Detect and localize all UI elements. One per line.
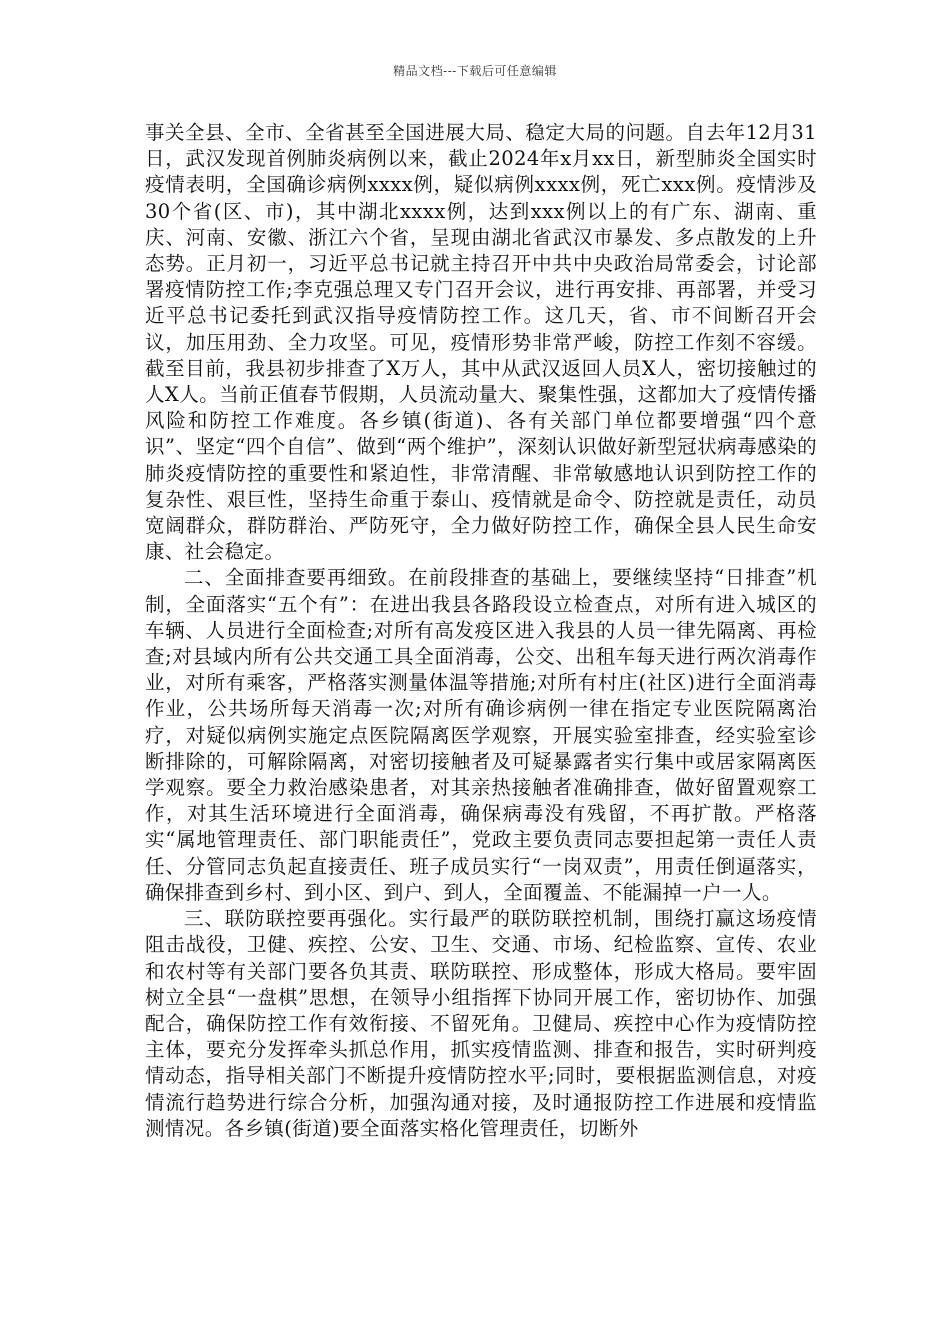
document-body <box>145 120 817 1142</box>
paragraph-section-two: 二、全面排查要再细致。在前段排查的基础上，要继续坚持“日排查”机制，全面落实“五个有”：在进出我县各路段设立检查点，对所有进入城区的车辆、人员进行全面检查;对所有高发疫区进入我县的人员一律先隔离、再检查;对县域内所有公共交通工具全面消毒，公交、出租车每天进行两次消毒作业，对所有乘客，严格落实测量体温等措施;对所有村庄(社区)进行全面消毒作业，公共场所每天消毒一次;对所有确诊病例一律在指定专业医院隔离治疗，对疑似病例实施定点医院隔离医学观察，开展实验室排查，经实验室诊断排除的，可解除隔离，对密切接触者及可疑暴露者实行集中或居家隔离医学观察。要全力救治感染患者，对其亲热接触者准确排查，做好留置观察工作，对其生活环境进行全面消毒，确保病毒没有残留，不再扩散。严格落实“属地管理责任、部门职能责任”，党政主要负责同志要担起第一责任人责任、分管同志负起直接责任、班子成员实行“一岗双责”，用责任倒逼落实，确保排查到乡村、到小区、到户、到人，全面覆盖、不能漏掉一户一人。 <box>145 566 817 904</box>
page-header: 精品文档---下载后可任意编辑 <box>393 64 557 78</box>
paragraph-section-three: 三、联防联控要再强化。实行最严的联防联控机制，围绕打赢这场疫情阻击战役，卫健、疾控、公安、卫生、交通、市场、纪检监察、宣传、农业和农村等有关部门要各负其责、联防联控、形成整体，形成大格局。要牢固树立全县“一盘棋”思想，在领导小组指挥下协同开展工作，密切协作、加强配合，确保防控工作有效衔接、不留死角。卫健局、疾控中心作为疫情防控主体，要充分发挥牵头抓总作用，抓实疫情监测、排查和报告，实时研判疫情动态，指导相关部门不断提升疫情防控水平;同时，要根据监测信息，对疫情流行趋势进行综合分析，加强沟通对接，及时通报防控工作进展和疫情监测情况。各乡镇(街道)要全面落实格化管理责任，切断外 <box>145 907 817 1140</box>
paragraph-continuation: 事关全县、全市、全省甚至全国进展大局、稳定大局的问题。自去年12月31日，武汉发现首例肺炎病例以来，截止2024年x月xx日，新型肺炎全国实时疫情表明，全国确诊病例xxxx例，疑似病例xxxx例，死亡xxx例。疫情涉及30个省(区、市)，其中湖北xxxx例，达到xxx例以上的有广东、湖南、重庆、河南、安徽、浙江六个省，呈现由湖北省武汉市暴发、多点散发的上升态势。正月初一，习近平总书记就主持召开中共中央政治局常委会，讨论部署疫情防控工作;李克强总理又专门召开会议，进行再安排、再部署，并受习近平总书记委托到武汉指导疫情防控工作。这几天，省、市不间断召开会议，加压用劲、全力攻坚。可见，疫情形势非常严峻，防控工作刻不容缓。截至目前，我县初步排查了X万人，其中从武汉返回人员X人，密切接触过的人X人。当前正值春节假期，人员流动量大、聚集性强，这都加大了疫情传播风险和防控工作难度。各乡镇(街道)、各有关部门单位都要增强“四个意识”、坚定“四个自信”、做到“两个维护”，深刻认识做好新型冠状病毒感染的肺炎疫情防控的重要性和紧迫性，非常清醒、非常敏感地认识到防控工作的复杂性、艰巨性，坚持生命重于泰山、疫情就是命令、防控就是责任，动员宽阔群众，群防群治、严防死守，全力做好防控工作，确保全县人民生命安康、社会稳定。 <box>145 121 817 564</box>
